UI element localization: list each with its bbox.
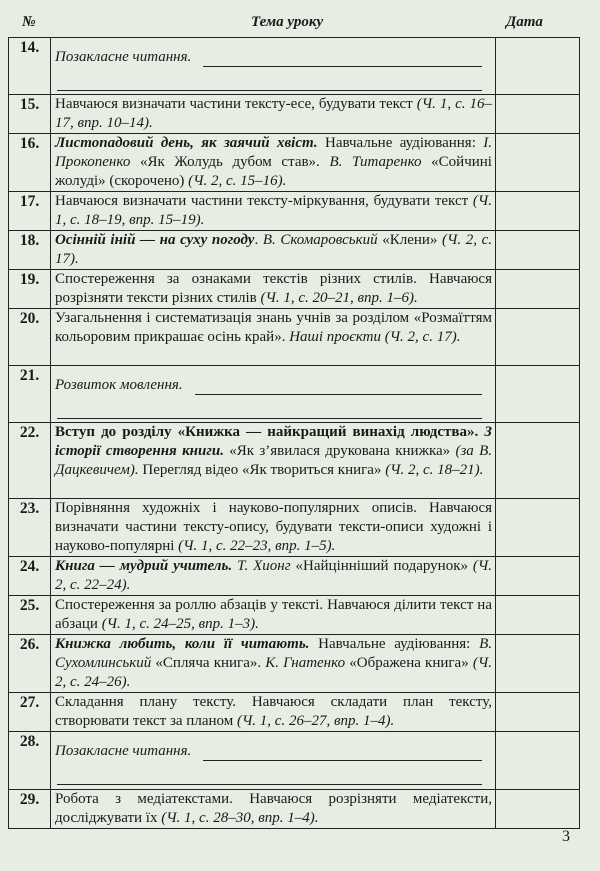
topic-text-segment: Узагальнення і систематизація знань учнів за розділом «Розмаїттям кольоровим прикрашає осінь край».	[55, 310, 492, 345]
lesson-plan-table	[8, 37, 580, 829]
topic-text-segment: (Ч. 2, с. 24–26).	[55, 655, 492, 690]
topic-text-segment: «Найцінніший подарунок»	[290, 558, 473, 574]
topic-text-segment: «Як Жолудь дубом став».	[130, 154, 330, 170]
table-row	[9, 95, 580, 134]
lesson-topic	[51, 499, 496, 557]
topic-text-segment: (Ч. 2, с. 17).	[55, 232, 492, 267]
date-cell[interactable]	[496, 309, 580, 366]
lesson-topic	[51, 231, 496, 270]
topic-text-segment: Навчальне аудіювання:	[317, 135, 484, 151]
date-cell[interactable]	[496, 192, 580, 231]
date-cell[interactable]	[496, 231, 580, 270]
lesson-number: 19.	[9, 270, 51, 309]
lesson-number: 25.	[9, 596, 51, 635]
fill-in-line[interactable]	[203, 52, 482, 67]
lesson-number: 21.	[9, 366, 51, 423]
topic-text-segment: (Ч. 1, с. 28–30, впр. 1–4).	[161, 810, 319, 826]
lesson-number: 14.	[9, 38, 51, 95]
topic-text-segment: (за В. Дацкевичем).	[55, 443, 492, 478]
table-row	[9, 423, 580, 499]
topic-text-segment: Складання плану тексту. Навчаюся складати план тексту, створювати текст за планом	[55, 694, 492, 729]
table-row	[9, 309, 580, 366]
column-header-date: Дата	[506, 14, 543, 30]
lesson-topic	[51, 38, 496, 95]
table-row	[9, 499, 580, 557]
topic-text-segment: (Ч. 1, с. 20–21, впр. 1–6).	[260, 290, 418, 306]
lesson-topic	[51, 192, 496, 231]
date-cell[interactable]	[496, 95, 580, 134]
blank-label: Позакласне читання.	[55, 49, 192, 65]
topic-text-segment: Робота з медіатекстами. Навчаюся розрізняти медіатексти, досліджувати їх	[55, 791, 492, 826]
lesson-number: 29.	[9, 790, 51, 829]
table-row	[9, 557, 580, 596]
topic-text-segment: Перегляд відео «Як твориться книга»	[138, 462, 386, 478]
lesson-number: 22.	[9, 423, 51, 499]
page-number: 3	[562, 828, 570, 845]
blank-label: Позакласне читання.	[55, 743, 192, 759]
topic-text-segment: (Ч. 1, с. 22–23, впр. 1–5).	[178, 538, 336, 554]
date-cell[interactable]	[496, 134, 580, 192]
table-row	[9, 38, 580, 95]
table-row	[9, 596, 580, 635]
topic-text-segment: «Клени»	[377, 232, 443, 248]
lesson-topic	[51, 732, 496, 790]
table-row	[9, 231, 580, 270]
lesson-number: 15.	[9, 95, 51, 134]
topic-text-segment: Книга — мудрий учитель.	[55, 558, 233, 574]
topic-text-segment: «Спляча книга».	[151, 655, 266, 671]
date-cell[interactable]	[496, 732, 580, 790]
fill-in-line[interactable]	[195, 380, 482, 395]
blank-label: Розвиток мовлення.	[55, 377, 183, 393]
table-row	[9, 270, 580, 309]
lesson-topic	[51, 596, 496, 635]
date-cell[interactable]	[496, 557, 580, 596]
topic-text-segment: Т. Хионг	[237, 558, 291, 574]
topic-text-segment: .	[254, 232, 263, 248]
topic-text-segment: (Ч. 1, с. 24–25, впр. 1–3).	[101, 616, 259, 632]
lesson-topic	[51, 366, 496, 423]
table-row	[9, 635, 580, 693]
lesson-number: 23.	[9, 499, 51, 557]
topic-text-segment: «Сойчині жолуді» (скорочено)	[55, 154, 492, 189]
date-cell[interactable]	[496, 270, 580, 309]
lesson-topic	[51, 423, 496, 499]
topic-text-segment: І. Прокопенко	[55, 135, 493, 170]
fill-in-line[interactable]	[203, 746, 482, 761]
lesson-topic	[51, 270, 496, 309]
topic-text-segment: (Ч. 1, с. 26–27, впр. 1–4).	[236, 713, 395, 729]
date-cell[interactable]	[496, 366, 580, 423]
lesson-number: 16.	[9, 134, 51, 192]
lesson-number: 17.	[9, 192, 51, 231]
date-cell[interactable]	[496, 790, 580, 829]
date-cell[interactable]	[496, 38, 580, 95]
topic-text-segment: (Ч. 1, с. 18–19, впр. 15–19).	[55, 193, 492, 228]
lesson-topic	[51, 309, 496, 366]
lesson-number: 18.	[9, 231, 51, 270]
topic-text-segment: Вступ до розділу «Книжка — найкращий винахід людства».	[55, 424, 485, 440]
topic-text-segment: (Ч. 2, с. 15–16).	[188, 173, 287, 189]
date-cell[interactable]	[496, 423, 580, 499]
topic-text-segment: В. Скомаровський	[262, 232, 378, 248]
topic-text-segment: Книжка любить, коли її читають.	[55, 636, 310, 652]
table-row	[9, 693, 580, 732]
topic-text-segment: (Ч. 2, с. 18–21).	[385, 462, 484, 478]
date-cell[interactable]	[496, 693, 580, 732]
date-cell[interactable]	[496, 499, 580, 557]
table-row	[9, 790, 580, 829]
topic-text-segment: «Ображена книга»	[345, 655, 473, 671]
column-header-topic: Тема уроку	[251, 14, 324, 30]
topic-text-segment: Спостереження за роллю абзаців у тексті. Навчаюся ділити текст на абзаци	[55, 597, 492, 632]
fill-in-line[interactable]	[57, 783, 482, 785]
topic-text-segment: К. Гнатенко	[265, 655, 346, 671]
lesson-topic	[51, 134, 496, 192]
fill-in-line[interactable]	[57, 417, 482, 419]
topic-text-segment: Навчальне аудіювання:	[309, 636, 480, 652]
lesson-topic	[51, 635, 496, 693]
topic-text-segment: Спостереження за ознаками текстів різних стилів. Навчаюся розрізняти тексти різних стилів	[55, 271, 492, 306]
topic-text-segment: З історії створення книги.	[55, 424, 492, 459]
lesson-number: 28.	[9, 732, 51, 790]
fill-in-line[interactable]	[57, 89, 482, 91]
topic-text-segment: Осінній іній — на суху погоду	[55, 232, 255, 248]
table-row	[9, 134, 580, 192]
topic-text-segment: Навчаюся визначати частини тексту-есе, будувати текст	[55, 96, 417, 112]
table-row	[9, 366, 580, 423]
column-header-number: №	[22, 14, 36, 30]
lesson-number: 24.	[9, 557, 51, 596]
lesson-number: 26.	[9, 635, 51, 693]
topic-text-segment: В. Сухомлинський	[55, 636, 492, 671]
table-row	[9, 732, 580, 790]
lesson-number: 27.	[9, 693, 51, 732]
topic-text-segment: В. Титаренко	[329, 154, 422, 170]
topic-text-segment: Порівняння художніх і науково-популярних описів. Навчаюся визначати частини тексту-опису, будувати тексти-описи художні і науково-популярні	[55, 500, 492, 554]
topic-text-segment: Наші проєкти (Ч. 2, с. 17).	[289, 329, 461, 345]
lesson-topic	[51, 693, 496, 732]
lesson-topic	[51, 95, 496, 134]
lesson-topic	[51, 557, 496, 596]
topic-text-segment: «Як з’явилася друкована книжка»	[223, 443, 456, 459]
topic-text-segment: Листопадовий день, як заячий хвіст.	[55, 135, 318, 151]
topic-text-segment: (Ч. 1, с. 16–17, впр. 10–14).	[55, 96, 492, 131]
lesson-number: 20.	[9, 309, 51, 366]
date-cell[interactable]	[496, 596, 580, 635]
date-cell[interactable]	[496, 635, 580, 693]
topic-text-segment: Навчаюся визначати частини тексту-міркування, будувати текст	[55, 193, 473, 209]
lesson-topic	[51, 790, 496, 829]
table-row	[9, 192, 580, 231]
topic-text-segment: (Ч. 2, с. 22–24).	[55, 558, 493, 593]
